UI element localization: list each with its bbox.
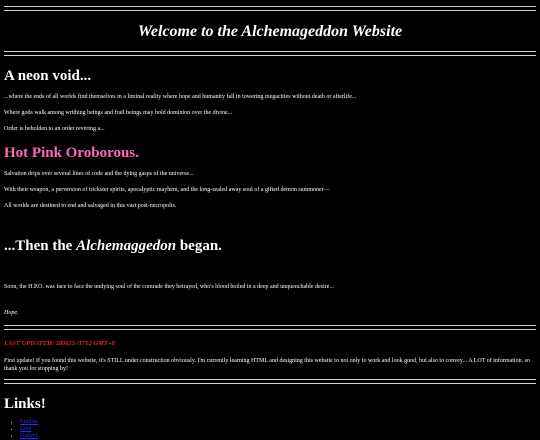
list-item	[20, 433, 536, 440]
section1-paragraph: Order is beholden to an order revering a...	[4, 126, 105, 132]
link-lore[interactable]: Lore	[20, 426, 32, 432]
section-heading-hot-pink: Hot Pink Oroborous.	[4, 145, 139, 161]
link-entities[interactable]: Entities	[20, 419, 39, 425]
links-heading: Links!	[4, 396, 46, 412]
last-updated-label: LAST UPDATED: 280625//1712 GMT+8	[4, 340, 115, 347]
section2-paragraph: Salvation drips over several lines of code and the dying gasps of the universe...	[4, 171, 194, 177]
section1-paragraph: ...where the ends of all worlds find themselves in a liminal reality where hope and humanity fall in towering megacities without death or afterlife...	[4, 94, 357, 100]
closing-line: Hope.	[4, 310, 19, 316]
section2-paragraph: All worlds are destined to end and salvaged in this vast post-necropolis.	[4, 203, 177, 209]
section3-paragraph: Soon, the H.P.O. was face to face the undying soul of the comrade they betrayed, who's blood boiled in a deep and unquenchable desire...	[4, 284, 334, 290]
section2-paragraph: With their weapon, a perversion of trickster spirits, apocalyptic mayhem, and the long-sealed away soul of a gifted demon summoner—	[4, 187, 330, 193]
page	[0, 6, 540, 440]
heading-emphasis: Alchemaggedon	[76, 238, 177, 254]
update-text: First update! If you found this website, it's STILL under construction obviously. I'm currently learning HTML and designing this website to not only to work and look good, but also to convey... A LOT of information. so thank you for stopping by!	[4, 358, 530, 372]
section1-paragraph: Where gods walk among writhing beings and frail beings may hold dominion over the divine...	[4, 110, 233, 116]
section-heading-neon-void: A neon void...	[4, 68, 92, 84]
section-heading-alchemaggedon	[4, 238, 536, 255]
list-item	[20, 419, 536, 426]
page-title: Welcome to the Alchemageddon Website	[137, 23, 403, 40]
updates-top-rule	[4, 325, 536, 330]
heading-prefix: ...Then the	[4, 238, 77, 254]
list-item	[20, 426, 536, 433]
header-top-rule	[4, 6, 536, 11]
header-bottom-rule	[4, 51, 536, 56]
heading-suffix: began.	[176, 238, 222, 254]
link-gallery[interactable]: Gallery	[20, 433, 38, 439]
links-list	[4, 419, 536, 440]
updates-bottom-rule	[4, 379, 536, 384]
